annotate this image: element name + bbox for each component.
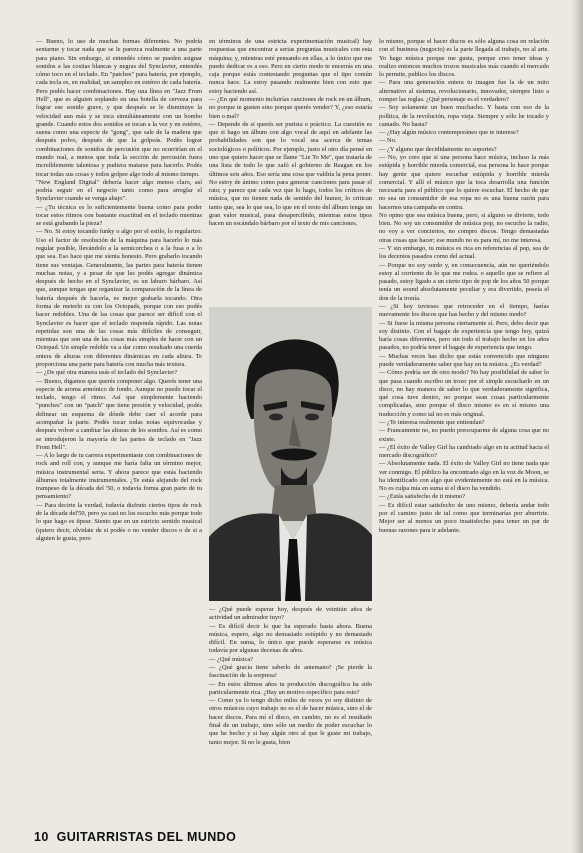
paragraph: No opino que sea música buena, pero, si alguno se divierte, todo bien. No soy un consumidor de música pop, no escucho la radio, no voy a ver conciertos, no compro discos. Tengo demasiadas otras cosas que hacer; ese mundo no es para mí, no me interesa. xyxy=(379,211,549,244)
paragraph: — ¿Si hoy tuvieses que retroceder en el tiempo, harías nuevamente los discos que has hecho y del mismo modo? xyxy=(379,303,549,319)
paragraph: — Bueno, digamos que querés componer algo. Querés tener una especie de aroma armónico de fondo. Aunque no puedo tocar el teclado, tengo el ritmo. Así que simplemente haciendo "punches" con un "patch" que tiene presión y velocidad, podés delinear un esquema de dónde debe caer el acorde para acompañar la parte. Podés tocar todas notas equivocadas y después volver a cambiar las alturas de los sonidos. Así es como se introdujeron la mayoría de las partes de teclado en "Jazz From Hell". xyxy=(36,377,202,451)
page-number: 10 xyxy=(34,830,49,844)
paragraph: — Soy solamente un buen muchacho. Y basta con eso de la política, de la revolución, ropa vieja. Siempre y sólo he tocado y cantado. No basta? xyxy=(379,104,549,128)
paragraph: — ¿Tu técnica es lo suficientemente buena como para poder tocar estos ritmos con bastante exactitud en el teclado mientras se está grabando la pieza? xyxy=(36,203,202,228)
paragraph: — No. Si estoy tocando funky o algo por el estilo, lo regularizo. Uso el factor de resolución de la máquina para hacerlo lo más regular posible, llevándolo a la semicorchea o a la fusa o a lo que sea. Eso hace que me sienta honesto. Pero grabarlo tocando tiene sus ventajas. Generalmente, las partes para batería tienen muchas notas, y a pesar de que les podés agregar dinámica después de hecho en el Synclavier, es un laburo bárbaro. Así que, aunque tengas que organizar la comparación de la línea de batería después de hacerla, es mejor grabarla tocando. Otra forma de meterlo es con los Octopads, porque con eso podés hacer redobles. Una de las cosas que parece ser difícil con el Synclavier es hacer que el teclado responda rápido. Las notas repetidas son una de las cosas más difíciles de conseguir, mientras que son una de las cosas más simples de hacer con un Octopad. Un simple redoble va a dar como resultado una cuerda entera de alturas con diferentes dinámicas en cada altura. Te proporciona una parte para batería con mucha más textura. xyxy=(36,228,202,368)
paragraph: — ¿Estás satisfecho de ti mismo? xyxy=(379,493,466,501)
paragraph: — Para una generación entera tu imagen fue la de un mito alternativo al sistema, revolucionario, innovador, siempre listo a romper las reglas. ¿Qué personaje es el verdadero? xyxy=(379,79,549,103)
portrait-icon xyxy=(209,307,372,601)
paragraph: — Para decirte la verdad, todavía disfruto ciertos tipos de rock de la década del'50, pero ya casi no los escucho más porque todo lo que hago es tipear. Siento que en un estricto sentido musical (quiero decir, olvidate de si podés o no vender discos o de si a alguien le gusta, pero xyxy=(36,501,202,542)
paragraph: — Como ya lo tengo dicho miles de veces yo soy distinto de otros músicos cuyo trabajo no es el de hacer música, sino el de hacer discos. Para mí el disco, en cambio, no es el resultado final de un trabajo, sino sólo un medio de poder escuchar lo que he hecho y si hay algún otro al que le guste mi trabajo, tanto mejor. Si no le gusta, bien xyxy=(209,697,372,746)
paragraph: — ¿Qué puede esperar hoy, después de veintiún años de actividad un admirador tuyo? xyxy=(209,606,372,622)
paragraph: — Si fuese la misma persona ciertamente sí. Pero, debo decir que soy distinto. Con el bagaje de experiencia que tengo hoy, quizá haría cosas diferentes, pero sin todo el trabajo hecho en los años pasados, no podría tener el bagaje de experiencia que tengo. xyxy=(379,319,549,352)
page-edge-shadow xyxy=(571,0,583,853)
magazine-title: GUITARRISTAS DEL MUNDO xyxy=(56,830,237,844)
paragraph: — Bueno, lo uso de muchas formas diferentes. No podría sentarme y tocar nada que se le parezca realmente a una parte para piano. Sin embargo, si entendés cómo se pueden asignar sonidos a las cositas blancas y negras del Synclavier, entendés cómo toco en el teclado. En "patches" para batería, por ejemplo, cada tecla es, en realidad, un sampleo en estéreo de cada batería. Pero podés hacer combinaciones. Hay una línea en "Jazz From Hell", que es alguien soplando en una botella de cerveza para lograr ese sonido grave, y que después se le disminuye la velocidad aun más y se toca simultáneamente con un bombo grande. Cuando estos dos sonidos se tocan a la vez y en estéreo, suena como una especie de "gong", que sale de la madera que después polvo, después de que la golpeás. Podés lograr combinaciones de sonidos de percusión que no ocurrirían en el mundo real, a menos que toda la sección de percusión fuera increíblemente talentosa y pudiera matarse para hacerlo. Podés tocar todas sus cosas y todos golpee algo todo al mismo tiempo. xyxy=(36,38,202,178)
paragraph: — ¿El éxito de Valley Girl ha cambiado algo en tu actitud hacia el mercado discográfico? xyxy=(379,443,549,460)
paragraph: — ¿Y alguno que decididamente no soportes? xyxy=(379,145,497,153)
paragraph: — ¿Te interesa realmente que entiendan? xyxy=(379,418,485,426)
paragraph: — En estos últimos años tu producción discográfica ha sido particularmente rica. ¿Hay un motivo específico para esto? xyxy=(209,680,372,696)
portrait-photo xyxy=(209,307,372,601)
paragraph: — ¿Qué música? xyxy=(209,655,254,663)
paragraph: — No. xyxy=(379,137,397,145)
paragraph: — Es difícil decir lo que ha esperado hasta ahora. Buena música, espero, algo no demasiado estúpido y no demasiado difícil. En suma, lo único que puede esperarse es música todavía por algunas decenas de años. xyxy=(209,622,372,655)
paragraph: — Cómo podría ser de otro modo? No hay posibilidad de saber lo que pasa cuando escribo un trozo por el simple escucharlo en un disco, no hay manera de saber lo que verdaderamente significa, qué cosa tuve dentro, no porque sean cosas particularmente complicadas, sino porque el disco mismo es en sí mismo una traducción y como tal no es más original. xyxy=(379,369,549,418)
paragraph: — ¿En qué momento incluirías canciones de rock en un álbum, no porque te gusten sino porque querés vender? Y, ¿eso estaría bien o mal? xyxy=(209,95,372,120)
text-column-left xyxy=(36,38,202,838)
paragraph: — ¿De qué otra manera usás el teclado del Synclavier? xyxy=(36,369,178,377)
paragraph: — ¿Hay algún músico contemporáneo que te interese? xyxy=(379,129,519,137)
paragraph: — A lo largo de tu carrera experimentaste con combinaciones de rock and roll con, y aunque me haría falta un término mejor, música instrumental seria. Y ahora parece que estás haciendo álbumes totalmente instrumentales. ¿Te estás alejando del rock trampeso de la década del '50, o todavía forma gran parte de tu pensamiento? xyxy=(36,452,202,501)
paragraph: — Porque no soy sordo y, en consecuencia, aún no queriéndolo estoy al corriente de lo que me rodea. o aquello que se refiere al pasado, estoy ligado a un cierto tipo de pop de los años 50 porque tenía un sound absolutamente peculiar y era divertido, poseía el don de la ironía. xyxy=(379,261,549,302)
paragraph: — Francamente no, no puedo preocuparme de alguna cosa que no existe. xyxy=(379,427,549,443)
text-column-right xyxy=(379,38,549,838)
paragraph: lo mismo, porque el hacer discos es sólo alguna cosa en relación con el business (negocio) es la parte llegada al trabajo, no al arte. Yo hago música porque me gusta, porque creo tener ideas y realizo entonces muchos trozos musicales más cuando el mercado lo permite, publico los discos. xyxy=(379,38,549,79)
paragraph: — Absolutamente nada. El éxito de Valley Girl no tiene nada que ver conmigo. El público ha encontrado algo en la voz de Moon, se ha identificado con algo que evidentemente no está en la música. No es culpa mía en suma si el disco ha vendido. xyxy=(379,460,549,493)
paragraph: — ¿Qué gracia tiene saberlo de antemano? ¡Se pierde la fascinación de la sorpresa! xyxy=(209,663,372,680)
paragraph: — Es difícil estar satisfecho de uno mismo, debería andar todo por el camino justo de tal como que terminarías por aburrirte. Mejor ser al menos un poco insatisfecho para tener un par de buenas razones para ir adelante. xyxy=(379,501,549,534)
paragraph: — Y sin embargo, tu música es rica en referencias al pop, sea de los decenios pasados como del actual. xyxy=(379,245,549,261)
text-column-middle-top xyxy=(209,38,372,300)
paragraph: "New England Digital" debería hacer algo menos claro, así podría seguir en el negocio tanto como para arreglar el Synclavier cuando se venga abajo". xyxy=(36,178,202,203)
paragraph: — Muchas veces has dicho que estás convencido que ninguno puede verdaderamente saber que hay en tu música. ¿Es verdad? xyxy=(379,352,549,368)
paragraph: — No, yo creo que si una persona hace música, incluso la más estúpida y horrible mierda comercial, esa persona lo hace porque hay gente que quiere escuchar estúpida y horrible mierda comercial. Y allí el músico que la toca desarrolla una función necesaria para el público que lo quiere escuchar. El hecho de que no sea un consumidor de esa ropa no es una buena razón para hacernos una campaña en contra. xyxy=(379,153,549,211)
page-footer xyxy=(34,830,236,844)
text-column-middle-bottom xyxy=(209,606,372,828)
paragraph: — Depende de si querés ser purista o práctico. La cuestión es que si hago un álbum con algo vocal de aquí en adelante las probabilidades son que lo vocal sea acerca de temas sociológicos o políticos. Por ejemplo, justo el otro día pensé en uno que quiero hacer que se llame "Lie To Me", que trataría de una lista de todo lo que zafó el gobierno de Reagan en los últimos seis años. Eso sería una cosa que valdría la pena poner. No estoy de ánimo como para generar canciones para pasar el rato; y parece que cada vez que lo hago, todos los críticos de música, que no tienen nada de sentido del humor, lo critican tanto que, sea lo que sea, lo que en el resto del álbum tenga un gran valor musical, pasa desapercibido, mientras estos tipos hacen un escándalo bárbaro por el texto de mis canciones. xyxy=(209,120,372,228)
paragraph: en términos de una estricta experimentación musical) hay respuestas que encontrar a serias preguntas musicales con esta máquina; y, mientras esté pensando en ellas, a lo único que me puedo dedicar es a eso. Pero en cierto modo te encerrás en una caja porque estás contestando preguntas que el tipo común nunca hace. La estoy pasando realmente bien con esto que estoy haciendo así. xyxy=(209,38,372,95)
